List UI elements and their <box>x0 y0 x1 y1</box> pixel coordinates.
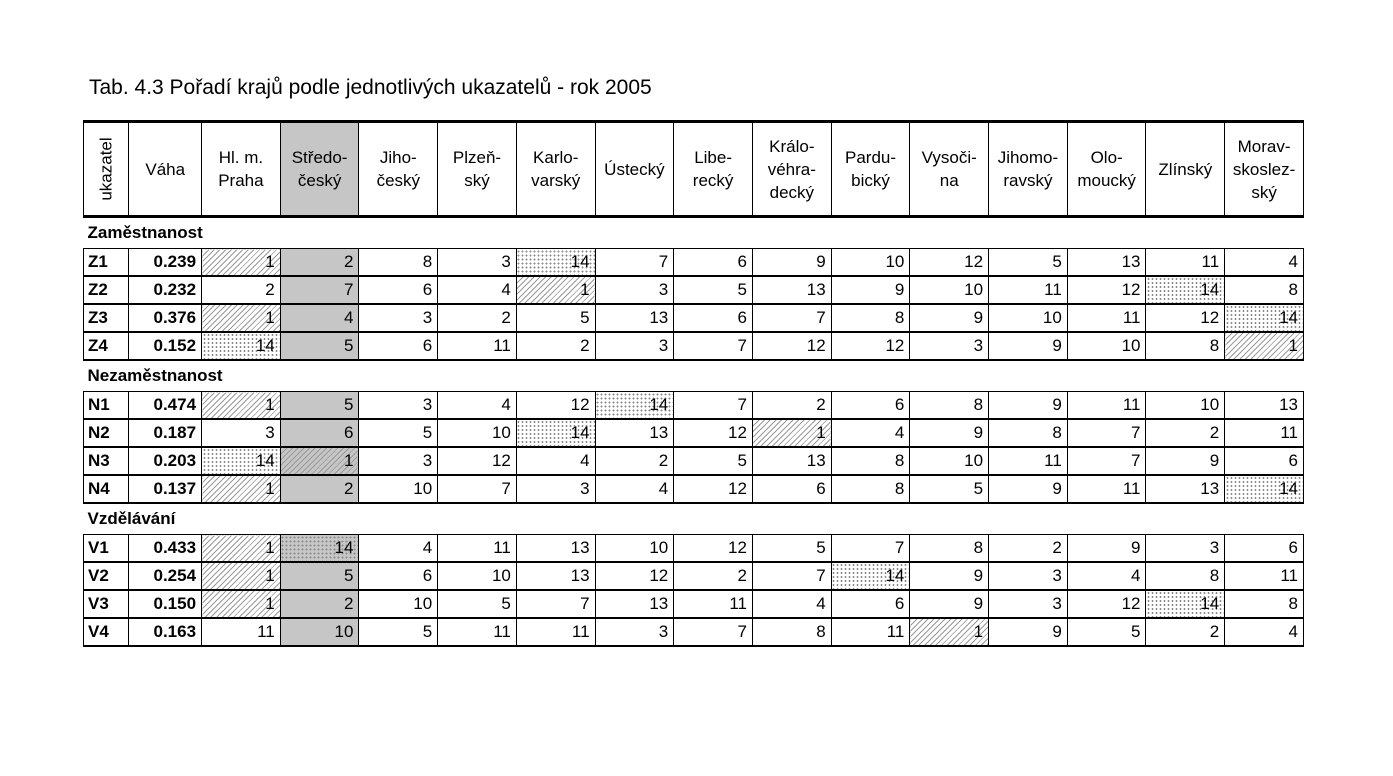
rank-cell: 5 <box>280 332 359 360</box>
rank-cell: 10 <box>280 618 359 646</box>
rank-cell: 9 <box>1067 535 1146 563</box>
weight-cell: 0.187 <box>129 419 202 447</box>
rank-cell: 1 <box>202 590 281 618</box>
rank-cell: 14 <box>280 535 359 563</box>
rank-cell: 12 <box>438 447 517 475</box>
rank-cell: 4 <box>280 304 359 332</box>
rank-cell: 9 <box>910 562 989 590</box>
rank-cell: 8 <box>831 475 910 503</box>
table-row <box>84 304 1304 332</box>
rank-cell: 2 <box>202 276 281 304</box>
rank-cell: 3 <box>1146 535 1225 563</box>
rank-cell: 13 <box>516 535 595 563</box>
rank-cell: 6 <box>359 332 438 360</box>
rank-cell: 8 <box>752 618 831 646</box>
rank-cell: 12 <box>595 562 674 590</box>
table-row <box>84 475 1304 503</box>
rank-cell: 5 <box>674 447 753 475</box>
rank-cell: 7 <box>674 618 753 646</box>
rank-cell: 4 <box>1225 249 1304 277</box>
rank-cell: 7 <box>831 535 910 563</box>
rank-cell: 4 <box>516 447 595 475</box>
rank-cell: 14 <box>202 447 281 475</box>
table-row <box>84 249 1304 277</box>
rank-cell: 2 <box>280 249 359 277</box>
rank-cell: 13 <box>595 304 674 332</box>
rank-cell: 1 <box>910 618 989 646</box>
rank-cell: 7 <box>752 304 831 332</box>
rank-cell: 12 <box>1146 304 1225 332</box>
rank-cell: 4 <box>595 475 674 503</box>
table-row <box>84 419 1304 447</box>
rank-cell: 9 <box>989 618 1068 646</box>
indicator-code: V1 <box>84 535 129 563</box>
rank-cell: 3 <box>359 392 438 420</box>
rank-cell: 11 <box>438 535 517 563</box>
header-region: Karlo- varský <box>516 122 595 217</box>
rank-cell: 10 <box>989 304 1068 332</box>
header-region: Hl. m. Praha <box>202 122 281 217</box>
rank-cell: 10 <box>438 419 517 447</box>
ranking-table <box>83 120 1304 647</box>
rank-cell: 5 <box>280 392 359 420</box>
weight-cell: 0.433 <box>129 535 202 563</box>
section-title: Nezaměstnanost <box>87 366 223 385</box>
section-row <box>84 503 1304 535</box>
header-region: Jiho- český <box>359 122 438 217</box>
rank-cell: 9 <box>910 419 989 447</box>
rank-cell: 7 <box>516 590 595 618</box>
rank-cell: 10 <box>1067 332 1146 360</box>
rank-cell: 11 <box>1067 475 1146 503</box>
rank-cell: 2 <box>595 447 674 475</box>
rank-cell: 11 <box>516 618 595 646</box>
rank-cell: 10 <box>359 590 438 618</box>
table-row <box>84 590 1304 618</box>
rank-cell: 12 <box>1067 276 1146 304</box>
header-region: Ústecký <box>595 122 674 217</box>
rank-cell: 7 <box>674 332 753 360</box>
header-indicator: ukazatel <box>84 122 129 217</box>
header-region: Morav- skoslez- ský <box>1225 122 1304 217</box>
rank-cell: 9 <box>989 392 1068 420</box>
rank-cell: 14 <box>831 562 910 590</box>
rank-cell: 11 <box>1146 249 1225 277</box>
rank-cell: 12 <box>674 475 753 503</box>
rank-cell: 14 <box>202 332 281 360</box>
rank-cell: 6 <box>674 249 753 277</box>
rank-cell: 6 <box>359 276 438 304</box>
table-row <box>84 447 1304 475</box>
rank-cell: 14 <box>1225 304 1304 332</box>
rank-cell: 3 <box>516 475 595 503</box>
indicator-code: N4 <box>84 475 129 503</box>
rank-cell: 10 <box>359 475 438 503</box>
rank-cell: 5 <box>516 304 595 332</box>
rank-cell: 10 <box>1146 392 1225 420</box>
indicator-code: Z3 <box>84 304 129 332</box>
rank-cell: 8 <box>831 447 910 475</box>
table-row <box>84 618 1304 646</box>
rank-cell: 13 <box>752 276 831 304</box>
rank-cell: 1 <box>202 249 281 277</box>
rank-cell: 3 <box>595 276 674 304</box>
rank-cell: 14 <box>1225 475 1304 503</box>
table-title: Tab. 4.3 Pořadí krajů podle jednotlivých ukazatelů - rok 2005 <box>89 76 652 99</box>
rank-cell: 8 <box>359 249 438 277</box>
rank-cell: 9 <box>831 276 910 304</box>
rank-cell: 11 <box>1067 392 1146 420</box>
rank-cell: 8 <box>910 392 989 420</box>
rank-cell: 14 <box>1146 590 1225 618</box>
rank-cell: 10 <box>910 447 989 475</box>
header-region: Vysoči- na <box>910 122 989 217</box>
rank-cell: 6 <box>752 475 831 503</box>
indicator-code: V3 <box>84 590 129 618</box>
rank-cell: 11 <box>438 332 517 360</box>
indicator-code: V2 <box>84 562 129 590</box>
rank-cell: 10 <box>831 249 910 277</box>
table-body <box>84 217 1304 647</box>
rank-cell: 12 <box>674 535 753 563</box>
rank-cell: 11 <box>831 618 910 646</box>
table-row <box>84 276 1304 304</box>
rank-cell: 7 <box>674 392 753 420</box>
rank-cell: 10 <box>595 535 674 563</box>
header-region: Zlínský <box>1146 122 1225 217</box>
rank-cell: 2 <box>752 392 831 420</box>
rank-cell: 12 <box>831 332 910 360</box>
rank-cell: 3 <box>910 332 989 360</box>
rank-cell: 11 <box>989 276 1068 304</box>
weight-cell: 0.239 <box>129 249 202 277</box>
rank-cell: 9 <box>910 304 989 332</box>
rank-cell: 2 <box>280 475 359 503</box>
rank-cell: 6 <box>359 562 438 590</box>
rank-cell: 2 <box>516 332 595 360</box>
indicator-code: Z4 <box>84 332 129 360</box>
rank-cell: 1 <box>516 276 595 304</box>
rank-cell: 9 <box>910 590 989 618</box>
rank-cell: 12 <box>674 419 753 447</box>
weight-cell: 0.203 <box>129 447 202 475</box>
header-region: Středo- český <box>280 122 359 217</box>
rank-cell: 2 <box>989 535 1068 563</box>
rank-cell: 4 <box>831 419 910 447</box>
section-title: Vzdělávání <box>87 509 176 528</box>
rank-cell: 2 <box>438 304 517 332</box>
rank-cell: 9 <box>989 475 1068 503</box>
rank-cell: 2 <box>674 562 753 590</box>
table-row <box>84 535 1304 563</box>
rank-cell: 11 <box>1225 562 1304 590</box>
rank-cell: 14 <box>595 392 674 420</box>
rank-cell: 7 <box>752 562 831 590</box>
weight-cell: 0.152 <box>129 332 202 360</box>
rank-cell: 14 <box>1146 276 1225 304</box>
table-row <box>84 392 1304 420</box>
table-row <box>84 332 1304 360</box>
rank-cell: 3 <box>595 332 674 360</box>
indicator-code: Z2 <box>84 276 129 304</box>
rank-cell: 14 <box>516 249 595 277</box>
rank-cell: 11 <box>1225 419 1304 447</box>
rank-cell: 3 <box>989 562 1068 590</box>
rank-cell: 5 <box>910 475 989 503</box>
rank-cell: 6 <box>1225 535 1304 563</box>
rank-cell: 1 <box>202 304 281 332</box>
rank-cell: 8 <box>910 535 989 563</box>
header-region: Olo- moucký <box>1067 122 1146 217</box>
rank-cell: 1 <box>280 447 359 475</box>
weight-cell: 0.163 <box>129 618 202 646</box>
indicator-code: N2 <box>84 419 129 447</box>
rank-cell: 9 <box>1146 447 1225 475</box>
rank-cell: 3 <box>438 249 517 277</box>
rank-cell: 11 <box>674 590 753 618</box>
weight-cell: 0.254 <box>129 562 202 590</box>
rank-cell: 13 <box>1146 475 1225 503</box>
rank-cell: 5 <box>280 562 359 590</box>
rank-cell: 4 <box>752 590 831 618</box>
rank-cell: 2 <box>280 590 359 618</box>
rank-cell: 14 <box>516 419 595 447</box>
table-row <box>84 562 1304 590</box>
rank-cell: 8 <box>1225 276 1304 304</box>
weight-cell: 0.232 <box>129 276 202 304</box>
rank-cell: 7 <box>1067 419 1146 447</box>
indicator-code: N3 <box>84 447 129 475</box>
rank-cell: 12 <box>752 332 831 360</box>
rank-cell: 10 <box>910 276 989 304</box>
rank-cell: 1 <box>752 419 831 447</box>
weight-cell: 0.474 <box>129 392 202 420</box>
rank-cell: 11 <box>989 447 1068 475</box>
header-region: Plzeň- ský <box>438 122 517 217</box>
rank-cell: 1 <box>202 392 281 420</box>
rank-cell: 3 <box>989 590 1068 618</box>
rank-cell: 5 <box>674 276 753 304</box>
header-region: Pardu- bický <box>831 122 910 217</box>
indicator-code: V4 <box>84 618 129 646</box>
rank-cell: 1 <box>1225 332 1304 360</box>
rank-cell: 7 <box>438 475 517 503</box>
rank-cell: 5 <box>752 535 831 563</box>
section-row <box>84 360 1304 392</box>
rank-cell: 11 <box>438 618 517 646</box>
rank-cell: 4 <box>438 392 517 420</box>
rank-cell: 3 <box>359 304 438 332</box>
rank-cell: 3 <box>202 419 281 447</box>
rank-cell: 1 <box>202 562 281 590</box>
rank-cell: 2 <box>1146 618 1225 646</box>
rank-cell: 7 <box>280 276 359 304</box>
rank-cell: 8 <box>1146 562 1225 590</box>
indicator-code: N1 <box>84 392 129 420</box>
rank-cell: 12 <box>1067 590 1146 618</box>
rank-cell: 8 <box>1225 590 1304 618</box>
rank-cell: 5 <box>989 249 1068 277</box>
rank-cell: 5 <box>359 419 438 447</box>
rank-cell: 6 <box>280 419 359 447</box>
rank-cell: 13 <box>752 447 831 475</box>
rank-cell: 7 <box>595 249 674 277</box>
rank-cell: 13 <box>595 590 674 618</box>
rank-cell: 4 <box>438 276 517 304</box>
rank-cell: 6 <box>674 304 753 332</box>
rank-cell: 12 <box>516 392 595 420</box>
rank-cell: 11 <box>1067 304 1146 332</box>
header-region: Libe- recký <box>674 122 753 217</box>
rank-cell: 2 <box>1146 419 1225 447</box>
rank-cell: 13 <box>1067 249 1146 277</box>
rank-cell: 8 <box>1146 332 1225 360</box>
weight-cell: 0.150 <box>129 590 202 618</box>
rank-cell: 8 <box>831 304 910 332</box>
section-row <box>84 217 1304 249</box>
rank-cell: 8 <box>989 419 1068 447</box>
rank-cell: 3 <box>359 447 438 475</box>
header-region: Jihomo- ravský <box>989 122 1068 217</box>
rank-cell: 7 <box>1067 447 1146 475</box>
indicator-code: Z1 <box>84 249 129 277</box>
weight-cell: 0.376 <box>129 304 202 332</box>
rank-cell: 1 <box>202 535 281 563</box>
rank-cell: 6 <box>831 392 910 420</box>
rank-cell: 5 <box>438 590 517 618</box>
rank-cell: 4 <box>359 535 438 563</box>
rank-cell: 4 <box>1225 618 1304 646</box>
header-region: Králo- véhra- decký <box>752 122 831 217</box>
rank-cell: 13 <box>595 419 674 447</box>
rank-cell: 6 <box>1225 447 1304 475</box>
rank-cell: 6 <box>831 590 910 618</box>
rank-cell: 5 <box>359 618 438 646</box>
rank-cell: 9 <box>752 249 831 277</box>
rank-cell: 12 <box>910 249 989 277</box>
rank-cell: 4 <box>1067 562 1146 590</box>
rank-cell: 1 <box>202 475 281 503</box>
rank-cell: 5 <box>1067 618 1146 646</box>
weight-cell: 0.137 <box>129 475 202 503</box>
section-title: Zaměstnanost <box>87 223 203 242</box>
header-row <box>84 122 1304 217</box>
rank-cell: 10 <box>438 562 517 590</box>
header-weight: Váha <box>129 122 202 217</box>
rank-cell: 13 <box>1225 392 1304 420</box>
rank-cell: 13 <box>516 562 595 590</box>
rank-cell: 3 <box>595 618 674 646</box>
rank-cell: 11 <box>202 618 281 646</box>
rank-cell: 9 <box>989 332 1068 360</box>
